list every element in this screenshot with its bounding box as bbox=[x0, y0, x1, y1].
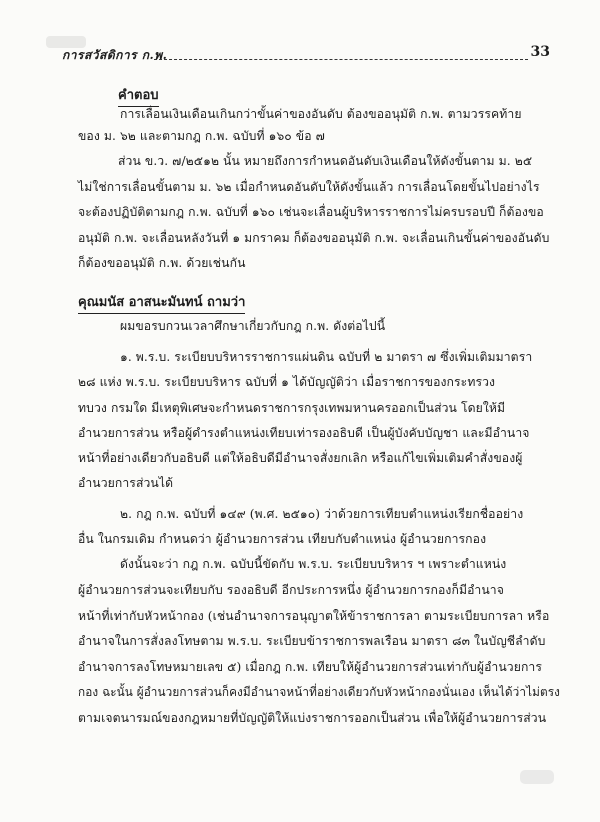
question-line: ๒๘ แห่ง พ.ร.บ. ระเบียบบริหาร ฉบับที่ ๑ ได้บัญญัติว่า เมื่อราชการของกระทรวง bbox=[78, 375, 496, 389]
answer-line: อนุมัติ ก.พ. จะเลื่อนหลังวันที่ ๑ มกราคม ก็ต้องขออนุมัติ ก.พ. จะเลื่อนเกินขั้นค่าของอันดับ bbox=[78, 231, 550, 245]
answer-line: การเลื่อนเงินเดือนเกินกว่าขั้นค่าของอันดับ ต้องขออนุมัติ ก.พ. ตามวรรคท้าย bbox=[120, 107, 522, 121]
scan-smudge bbox=[520, 770, 554, 784]
question-line: อำนวยการส่วนได้ bbox=[78, 476, 174, 490]
question-line: อำนวยการส่วน หรือผู้ดำรงตำแหน่งเทียบเท่ารองอธิบดี เป็นผู้บังคับบัญชา และมีอำนาจ bbox=[78, 426, 530, 440]
question-line: ทบวง กรมใด มีเหตุพิเศษจะกำหนดราชการกรุงเทพมหานครออกเป็นส่วน โดยให้มี bbox=[78, 401, 506, 415]
question-line: ๑. พ.ร.บ. ระเบียบบริหารราชการแผ่นดิน ฉบับที่ ๒ มาตรา ๗ ซึ่งเพิ่มเติมมาตรา bbox=[120, 350, 533, 364]
question-line: ผู้อำนวยการส่วนจะเทียบกับ รองอธิบดี อีกประการหนึ่ง ผู้อำนวยการกองก็มีอำนาจ bbox=[78, 583, 504, 597]
running-header bbox=[62, 46, 550, 66]
question-line: กอง ฉะนั้น ผู้อำนวยการส่วนก็คงมีอำนาจหน้าที่อย่างเดียวกับหัวหน้ากองนั่นเอง เห็นได้ว่าไม่ตรง bbox=[78, 685, 560, 699]
answer-line: ก็ต้องขออนุมัติ ก.พ. ด้วยเช่นกัน bbox=[78, 256, 246, 270]
question-line: ๒. กฎ ก.พ. ฉบับที่ ๑๔๙ (พ.ศ. ๒๕๑๐) ว่าด้วยการเทียบตำแหน่งเรียกชื่ออย่าง bbox=[120, 507, 524, 521]
question-intro: ผมขอรบกวนเวลาศึกษาเกี่ยวกับกฎ ก.พ. ดังต่อไปนี้ bbox=[120, 319, 386, 333]
question-line: อำนาจการลงโทษหมายเลข ๕) เมื่อกฎ ก.พ. เทียบให้ผู้อำนวยการส่วนเท่ากับผู้อำนวยการ bbox=[78, 660, 543, 674]
page-number: 33 bbox=[530, 44, 550, 60]
question-line: อื่น ในกรมเดิม กำหนดว่า ผู้อำนวยการส่วน เทียบกับตำแหน่ง ผู้อำนวยการกอง bbox=[78, 532, 487, 546]
question-heading: คุณมนัส อาสนะมันทน์ ถามว่า bbox=[78, 291, 245, 314]
question-line: ตามเจตนารมณ์ของกฎหมายที่บัญญัติให้แบ่งราชการออกเป็นส่วน เพื่อให้ผู้อำนวยการส่วน bbox=[78, 711, 547, 725]
answer-heading: คำตอบ bbox=[118, 84, 159, 107]
header-rule bbox=[154, 59, 528, 60]
answer-line: ส่วน ข.ว. ๗/๒๕๑๒ นั้น หมายถึงการกำหนดอันดับเงินเดือนให้ดังขั้นตาม ม. ๒๕ bbox=[118, 154, 533, 168]
question-line: อำนาจในการสั่งลงโทษตาม พ.ร.บ. ระเบียบข้าราชการพลเรือน มาตรา ๘๓ ในบัญชีลำดับ bbox=[78, 634, 546, 648]
answer-line: จะต้องปฏิบัติตามกฎ ก.พ. ฉบับที่ ๑๖๐ เช่นจะเลื่อนผู้บริหารราชการไม่ครบรอบปี ก็ต้องขอ bbox=[78, 205, 544, 219]
question-line: หน้าที่อย่างเดียวกับอธิบดี แต่ให้อธิบดีมีอำนาจสั่งยกเลิก หรือแก้ไขเพิ่มเติมคำสั่งของผู้ bbox=[78, 451, 523, 465]
answer-line: ไม่ใช่การเลื่อนขั้นตาม ม. ๖๒ เมื่อกำหนดอันดับให้ดังขั้นแล้ว การเลื่อนโดยขั้นไปอย่างไร bbox=[78, 180, 540, 194]
header-title: การสวัสดิการ ก.พ. bbox=[62, 48, 168, 62]
question-line: ดังนั้นจะว่า กฎ ก.พ. ฉบับนี้ขัดกับ พ.ร.บ. ระเบียบบริหาร ฯ เพราะตำแหน่ง bbox=[120, 557, 507, 571]
question-line: หน้าที่เท่ากับหัวหน้ากอง (เช่นอำนาจการอนุญาตให้ข้าราชการลา ตามระเบียบการลา หรือ bbox=[78, 609, 550, 623]
answer-line: ของ ม. ๖๒ และตามกฎ ก.พ. ฉบับที่ ๑๖๐ ข้อ ๗ bbox=[78, 129, 325, 143]
